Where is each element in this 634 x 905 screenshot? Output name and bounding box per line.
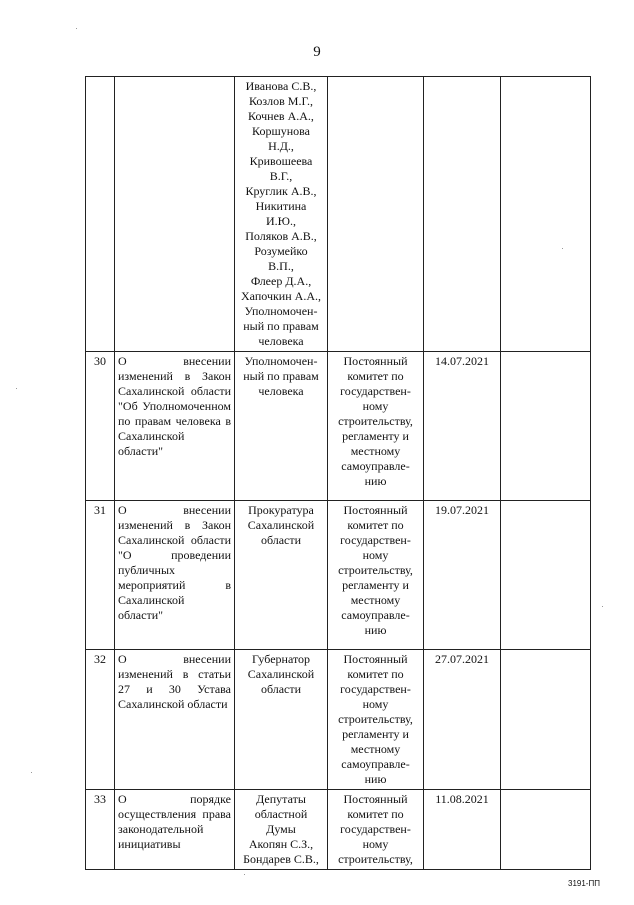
row-number: 31 <box>86 501 115 650</box>
responsible-committee: Постоянный комитет по государствен- ному строительству, регламенту и местному самоуправле- нию <box>328 650 424 790</box>
note-cell <box>501 77 591 352</box>
row-number: 32 <box>86 650 115 790</box>
note-cell <box>501 790 591 870</box>
scan-noise <box>562 248 563 249</box>
responsible-committee: Постоянный комитет по государствен- ному строительству, <box>328 790 424 870</box>
table-row <box>86 650 591 790</box>
submission-date: 14.07.2021 <box>424 352 501 501</box>
responsible-committee: Постоянный комитет по государствен- ному строительству, регламенту и местному самоуправле- нию <box>328 352 424 501</box>
scan-noise <box>31 772 32 773</box>
row-number: 33 <box>86 790 115 870</box>
bill-title: О внесении изменений в статьи 27 и 30 Устава Сахалинской области <box>115 650 235 790</box>
bill-author: Депутаты областной Думы Акопян С.З., Бондарев С.В., <box>235 790 328 870</box>
bill-title: О порядке осуществления права законодательной инициативы <box>115 790 235 870</box>
scan-noise <box>76 28 77 29</box>
submission-date: 11.08.2021 <box>424 790 501 870</box>
table-row <box>86 790 591 870</box>
scan-noise <box>244 874 245 875</box>
responsible-committee: Постоянный комитет по государствен- ному строительству, регламенту и местному самоуправле- нию <box>328 501 424 650</box>
bill-author: Прокуратура Сахалинской области <box>235 501 328 650</box>
submission-date: 19.07.2021 <box>424 501 501 650</box>
table-row <box>86 501 591 650</box>
table-row <box>86 352 591 501</box>
responsible-committee <box>328 77 424 352</box>
note-cell <box>501 501 591 650</box>
submission-date <box>424 77 501 352</box>
bill-title: О внесении изменений в Закон Сахалинской области "О проведении публичных мероприятий в Сахалинской области" <box>115 501 235 650</box>
table-row <box>86 77 591 352</box>
note-cell <box>501 650 591 790</box>
bill-author: Губернатор Сахалинской области <box>235 650 328 790</box>
document-code: 3191-ПП <box>568 879 600 888</box>
submission-date: 27.07.2021 <box>424 650 501 790</box>
page-number: 9 <box>313 44 321 60</box>
bill-title: О внесении изменений в Закон Сахалинской области "Об Уполномоченном по правам человека в Сахалинской области" <box>115 352 235 501</box>
scan-noise <box>602 606 603 607</box>
scan-noise <box>16 388 17 389</box>
bill-title <box>115 77 235 352</box>
bill-author: Иванова С.В., Козлов М.Г., Кочнев А.А., Коршунова Н.Д., Кривошеева В.Г., Круглик А.В., Никитина И.Ю., Поляков А.В., Розумейко В.П., Флеер Д.А., Хапочкин А.А., Уполномочен- ный по правам человека <box>235 77 328 352</box>
row-number: 30 <box>86 352 115 501</box>
document-table <box>85 76 591 870</box>
note-cell <box>501 352 591 501</box>
bill-author: Уполномочен- ный по правам человека <box>235 352 328 501</box>
row-number <box>86 77 115 352</box>
